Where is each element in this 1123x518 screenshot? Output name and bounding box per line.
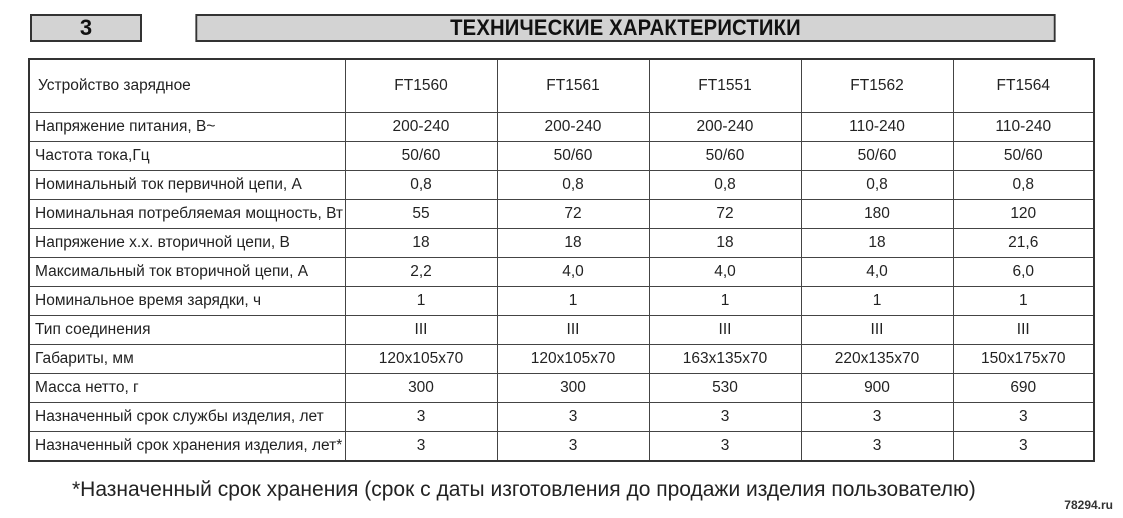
value-cell: 3 [345,432,497,462]
value-cell: 72 [497,200,649,229]
table-row [29,142,1094,171]
section-number: 3 [30,14,142,42]
model-cell: FT1551 [649,59,801,113]
model-cell: FT1562 [801,59,953,113]
value-cell: 0,8 [801,171,953,200]
value-cell: III [649,316,801,345]
value-cell: 180 [801,200,953,229]
row-label: Напряжение питания, В~ [29,113,345,142]
value-cell: 3 [497,432,649,462]
table-row [29,113,1094,142]
value-cell: 18 [801,229,953,258]
value-cell: 900 [801,374,953,403]
value-cell: 55 [345,200,497,229]
table-row [29,316,1094,345]
value-cell: 6,0 [953,258,1094,287]
value-cell: III [953,316,1094,345]
row-label: Масса нетто, г [29,374,345,403]
value-cell: 3 [345,403,497,432]
row-label: Максимальный ток вторичной цепи, А [29,258,345,287]
value-cell: 200-240 [649,113,801,142]
row-label: Габариты, мм [29,345,345,374]
value-cell: 120x105x70 [345,345,497,374]
value-cell: 200-240 [497,113,649,142]
table-row [29,403,1094,432]
value-cell: 50/60 [649,142,801,171]
table-row [29,287,1094,316]
row-label: Частота тока,Гц [29,142,345,171]
value-cell: 72 [649,200,801,229]
value-cell: 0,8 [649,171,801,200]
model-cell: FT1564 [953,59,1094,113]
value-cell: 0,8 [953,171,1094,200]
value-cell: 1 [801,287,953,316]
value-cell: 0,8 [345,171,497,200]
value-cell: 50/60 [953,142,1094,171]
value-cell: 18 [649,229,801,258]
model-cell: FT1561 [497,59,649,113]
header-label: Устройство зарядное [29,59,345,113]
value-cell: 3 [497,403,649,432]
model-cell: FT1560 [345,59,497,113]
row-label: Номинальная потребляемая мощность, Вт [29,200,345,229]
specifications-table [28,58,1095,462]
value-cell: 1 [953,287,1094,316]
value-cell: 1 [649,287,801,316]
value-cell: 150x175x70 [953,345,1094,374]
value-cell: 3 [649,403,801,432]
row-label: Тип соединения [29,316,345,345]
table-row [29,171,1094,200]
value-cell: 120x105x70 [497,345,649,374]
table-row [29,374,1094,403]
row-label: Номинальный ток первичной цепи, А [29,171,345,200]
value-cell: 3 [953,403,1094,432]
value-cell: III [801,316,953,345]
value-cell: 4,0 [497,258,649,287]
value-cell: 2,2 [345,258,497,287]
table-row [29,258,1094,287]
watermark: 78294.ru [1064,498,1113,512]
value-cell: 3 [801,403,953,432]
value-cell: 300 [345,374,497,403]
value-cell: 4,0 [801,258,953,287]
value-cell: 3 [649,432,801,462]
value-cell: 200-240 [345,113,497,142]
value-cell: 3 [953,432,1094,462]
row-label: Номинальное время зарядки, ч [29,287,345,316]
row-label: Напряжение х.х. вторичной цепи, В [29,229,345,258]
table-row [29,200,1094,229]
value-cell: 530 [649,374,801,403]
value-cell: 1 [345,287,497,316]
footnote: *Назначенный срок хранения (срок с даты изготовления до продажи изделия пользователю) [72,478,976,501]
value-cell: 21,6 [953,229,1094,258]
value-cell: 120 [953,200,1094,229]
value-cell: 110-240 [953,113,1094,142]
value-cell: 18 [345,229,497,258]
value-cell: 690 [953,374,1094,403]
table-row [29,432,1094,462]
value-cell: 0,8 [497,171,649,200]
value-cell: 18 [497,229,649,258]
value-cell: III [345,316,497,345]
section-title: ТЕХНИЧЕСКИЕ ХАРАКТЕРИСТИКИ [195,14,1055,42]
value-cell: 4,0 [649,258,801,287]
value-cell: 50/60 [345,142,497,171]
value-cell: 1 [497,287,649,316]
value-cell: 50/60 [801,142,953,171]
value-cell: 3 [801,432,953,462]
table-row [29,229,1094,258]
table-header-row [29,59,1094,113]
row-label: Назначенный срок хранения изделия, лет* [29,432,345,462]
row-label: Назначенный срок службы изделия, лет [29,403,345,432]
value-cell: 300 [497,374,649,403]
value-cell: 110-240 [801,113,953,142]
value-cell: 50/60 [497,142,649,171]
value-cell: III [497,316,649,345]
value-cell: 220x135x70 [801,345,953,374]
value-cell: 163x135x70 [649,345,801,374]
table-row [29,345,1094,374]
